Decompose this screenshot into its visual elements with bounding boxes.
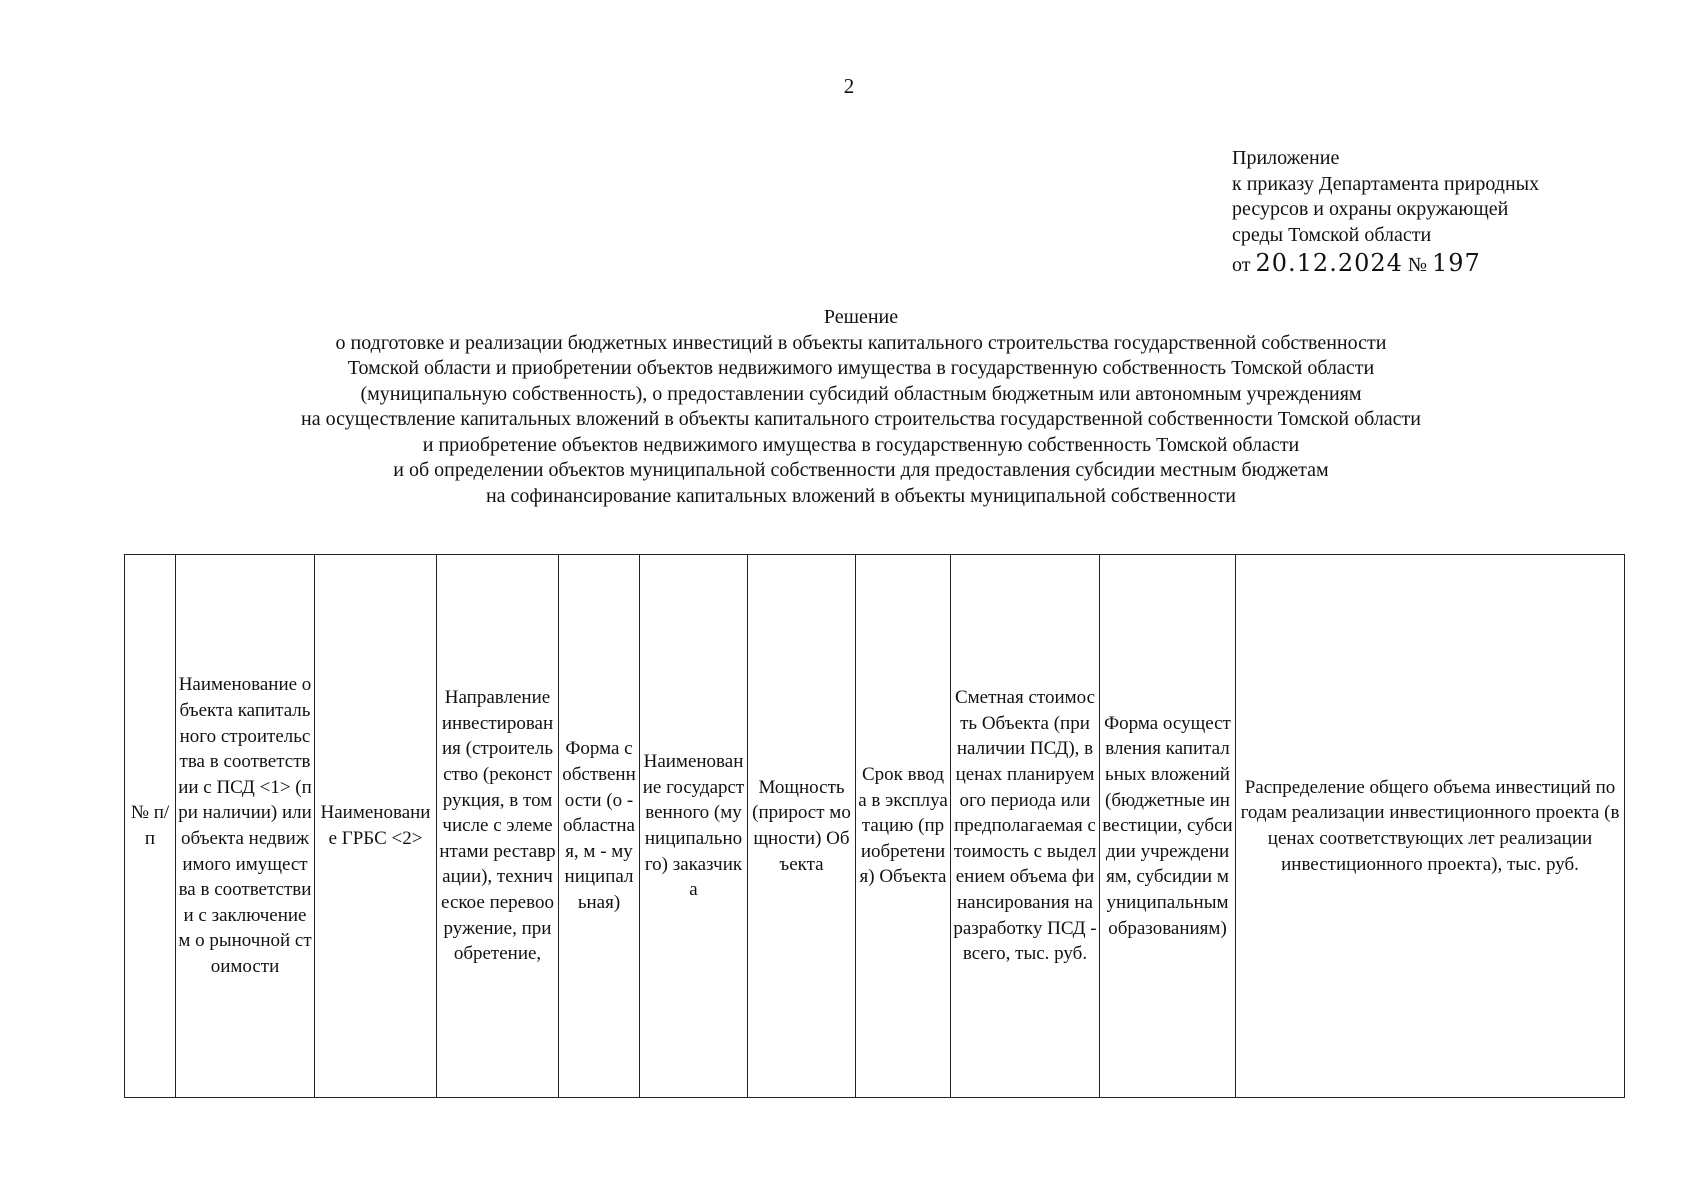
header-object-name: Наименование объекта капитального строительства в соответствии с ПСД <1> (при наличии) или объекта недвижимого имущества в соответствии с заключением о рыночной стоимости [176,555,315,1098]
document-title [0,305,1698,509]
appendix-block [1232,146,1539,280]
header-customer-name: Наименование государственного (муниципального) заказчика [640,555,748,1098]
appendix-line: ресурсов и охраны окружающей [1232,198,1509,220]
header-commissioning-date: Срок ввода в эксплуатацию (приобретения) Объекта [856,555,951,1098]
title-line: на софинансирование капитальных вложений в объекты муниципальной собственности [485,484,1237,507]
title-line: (муниципальную собственность), о предоставлении субсидий областным бюджетным или автономным учреждениям [360,382,1362,405]
title-line: и приобретение объектов недвижимого имущества в государственную собственность Томской области [422,433,1300,456]
table-header-row [125,555,1625,1098]
header-grbs-name: Наименование ГРБС <2> [315,555,437,1098]
order-number: 197 [1432,249,1481,277]
page-number: 2 [843,74,855,98]
title-line: и об определении объектов муниципальной собственности для предоставления субсидии местным бюджетам [393,459,1329,481]
header-row-number: № п/п [125,555,176,1098]
title-line: на осуществление капитальных вложений в объекты капитального строительства государственной собственности Томской области [301,408,1421,430]
header-capacity: Мощность (прирост мощности) Объекта [748,555,856,1098]
header-distribution-by-years: Распределение общего объема инвестиций по годам реализации инвестиционного проекта (в ценах соответствующих лет реализации инвестиционного проекта), тыс. руб. [1236,555,1625,1098]
order-number-sign: № [1407,254,1427,276]
order-prefix: от [1232,254,1251,276]
header-investment-form: Форма осуществления капитальных вложений (бюджетные инвестиции, субсидии учреждениям, субсидии муниципальным образованиям) [1100,555,1236,1098]
title-line: Томской области и приобретении объектов недвижимого имущества в государственную собственность Томской области [347,357,1375,379]
investment-table [124,554,1625,1098]
order-line [1232,248,1539,280]
appendix-line: среды Томской области [1232,223,1432,246]
header-estimated-cost: Сметная стоимость Объекта (при наличии ПСД), в ценах планируемого периода или предполагаемая стоимость с выделением объема финансирования на разработку ПСД - всего, тыс. руб. [951,555,1100,1098]
appendix-line: к приказу Департамента природных [1232,172,1540,195]
appendix-line: Приложение [1232,147,1340,169]
order-date: 20.12.2024 [1255,249,1403,277]
header-ownership-form: Форма собственности (о - областная, м - муниципальная) [559,555,640,1098]
header-investment-direction: Направление инвестирования (строительство (реконструкция, в том числе с элементами реставрации), техническое перевооружение, приобретение, [437,555,559,1098]
title-heading: Решение [823,306,899,328]
title-line: о подготовке и реализации бюджетных инвестиций в объекты капитального строительства государственной собственности [335,331,1387,354]
